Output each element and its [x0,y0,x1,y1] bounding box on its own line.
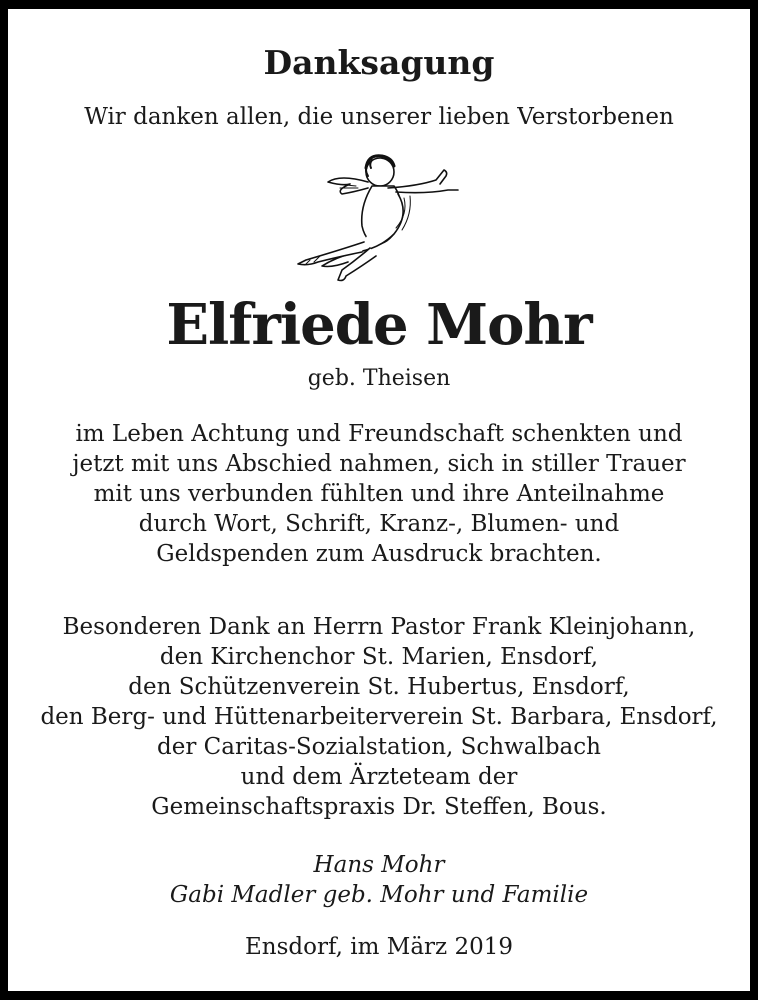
paragraph-line: den Schützenverein St. Hubertus, Ensdorf, [128,674,630,700]
paragraph-line: durch Wort, Schrift, Kranz-, Blumen- und [138,511,620,537]
paragraph-line: und dem Ärzteteam der [240,764,518,790]
paragraph-line: Besonderen Dank an Herrn Pastor Frank Kleinjohann, [62,614,696,640]
notice-title: Danksagung [263,43,495,82]
signatory: Gabi Madler geb. Mohr und Familie [169,882,589,908]
paragraph-line: den Kirchenchor St. Marien, Ensdorf, [159,644,599,670]
place-date: Ensdorf, im März 2019 [245,934,513,960]
signatories [8,850,750,910]
thanks-paragraph [8,419,750,569]
paragraph-line: Geldspenden zum Ausdruck brachten. [156,541,602,567]
maiden-name: geb. Theisen [307,366,451,391]
signatory: Hans Mohr [313,852,445,878]
paragraph-line: im Leben Achtung und Freundschaft schenkten und [75,421,683,447]
obituary-notice [8,9,750,991]
paragraph-line: mit uns verbunden fühlten und ihre Anteilnahme [93,481,665,507]
deceased-name: Elfriede Mohr [166,292,592,358]
intro-text: Wir danken allen, die unserer lieben Verstorbenen [84,104,674,130]
paragraph-line: Gemeinschaftspraxis Dr. Steffen, Bous. [151,794,607,820]
cherub-angel-icon [280,152,480,292]
paragraph-line: jetzt mit uns Abschied nahmen, sich in stiller Trauer [72,451,686,477]
special-thanks-paragraph [8,612,750,822]
paragraph-line: den Berg- und Hüttenarbeiterverein St. Barbara, Ensdorf, [40,704,718,730]
paragraph-line: der Caritas-Sozialstation, Schwalbach [157,734,601,760]
